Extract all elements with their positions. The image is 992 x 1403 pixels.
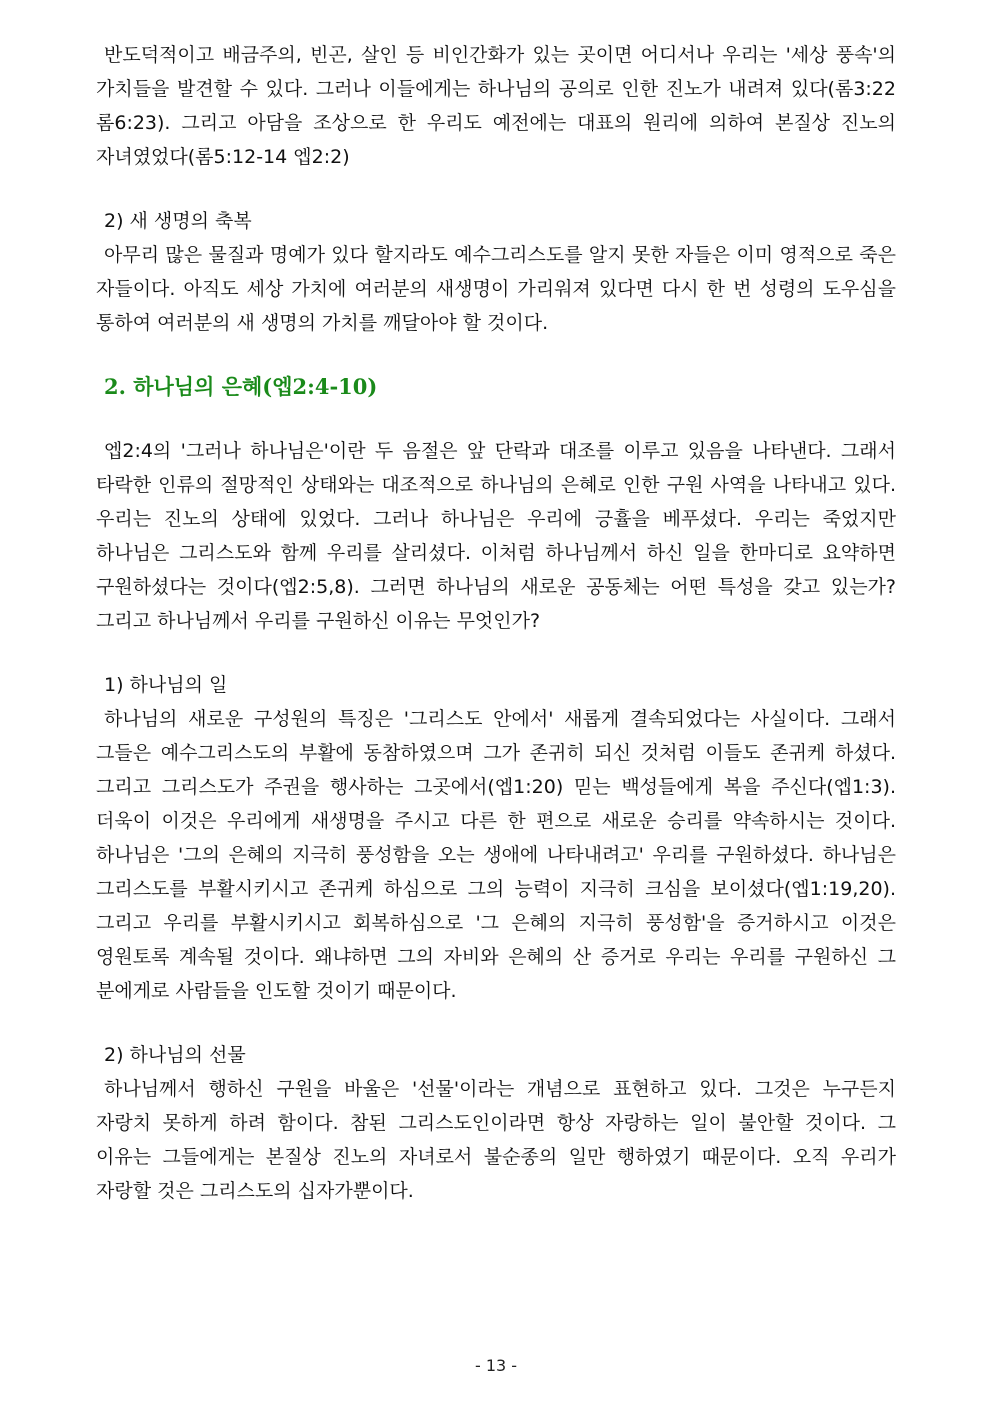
subheading-gift: 2) 하나님의 선물 [104, 1044, 246, 1066]
spacer [96, 174, 896, 204]
subheading-work: 1) 하나님의 일 [104, 674, 228, 696]
page-number: - 13 - [474, 1356, 518, 1375]
document-page [96, 38, 896, 1208]
spacer [96, 404, 896, 434]
paragraph-3: 엡2:4의 '그러나 하나님은'이란 두 음절은 앞 단락과 대조를 이루고 있음을 나타낸다. 그래서 타락한 인류의 절망적인 상태와는 대조적으로 하나님의 은혜로 인한 구원 사역을 나타내고 있다. 우리는 진노의 상태에 있었다. 그러나 하나님은 우리에 긍휼을 베푸셨다. 우리는 죽었지만 하나님은 그리스도와 함께 우리를 살리셨다. 이처럼 하나님께서 하신 일을 한마디로 요약하면 구원하셨다는 것이다(엡2:5,8). 그러면 하나님의 새로운 공동체는 어떤 특성을 갖고 있는가? 그리고 하나님께서 우리를 구원하신 이유는 무엇인가? [96, 440, 896, 632]
spacer [96, 1008, 896, 1038]
section-heading-grace: 2. 하나님의 은혜(엡2:4-10) [104, 374, 378, 399]
paragraph-1: 반도덕적이고 배금주의, 빈곤, 살인 등 비인간화가 있는 곳이면 어디서나 우리는 '세상 풍속'의 가치들을 발견할 수 있다. 그러나 이들에게는 하나님의 공의로 인한 진노가 내려져 있다(롬3:22 롬6:23). 그리고 아담을 조상으로 한 우리도 예전에는 대표의 원리에 의하여 본질상 진노의 자녀였었다(롬5:12-14 엡2:2) [96, 44, 896, 168]
spacer [96, 638, 896, 668]
paragraph-5: 하나님께서 행하신 구원을 바울은 '선물'이라는 개념으로 표현하고 있다. 그것은 누구든지 자랑치 못하게 하려 함이다. 참된 그리스도인이라면 항상 자랑하는 일이 불안할 것이다. 그 이유는 그들에게는 본질상 진노의 자녀로서 불순종의 일만 행하였기 때문이다. 오직 우리가 자랑할 것은 그리스도의 십자가뿐이다. [96, 1078, 896, 1202]
paragraph-2: 아무리 많은 물질과 명예가 있다 할지라도 예수그리스도를 알지 못한 자들은 이미 영적으로 죽은 자들이다. 아직도 세상 가치에 여러분의 새생명이 가리워져 있다면 다시 한 번 성령의 도우심을 통하여 여러분의 새 생명의 가치를 깨달아야 할 것이다. [96, 244, 896, 334]
paragraph-4: 하나님의 새로운 구성원의 특징은 '그리스도 안에서' 새롭게 결속되었다는 사실이다. 그래서 그들은 예수그리스도의 부활에 동참하였으며 그가 존귀히 되신 것처럼 이들도 존귀케 하셨다. 그리고 그리스도가 주권을 행사하는 그곳에서(엡1:20) 믿는 백성들에게 복을 주신다(엡1:3). 더욱이 이것은 우리에게 새생명을 주시고 다른 한 편으로 새로운 승리를 약속하시는 것이다. 하나님은 '그의 은혜의 지극히 풍성함을 오는 생애에 나타내려고' 우리를 구원하셨다. 하나님은 그리스도를 부활시키시고 존귀케 하심으로 그의 능력이 지극히 크심을 보이셨다(엡1:19,20). 그리고 우리를 부활시키시고 회복하심으로 '그 은혜의 지극히 풍성함'을 증거하시고 이것은 영원토록 계속될 것이다. 왜냐하면 그의 자비와 은혜의 산 증거로 우리는 우리를 구원하신 그 분에게로 사람들을 인도할 것이기 때문이다. [96, 708, 896, 1002]
spacer [96, 340, 896, 370]
subheading-new-life: 2) 새 생명의 축복 [104, 210, 252, 232]
